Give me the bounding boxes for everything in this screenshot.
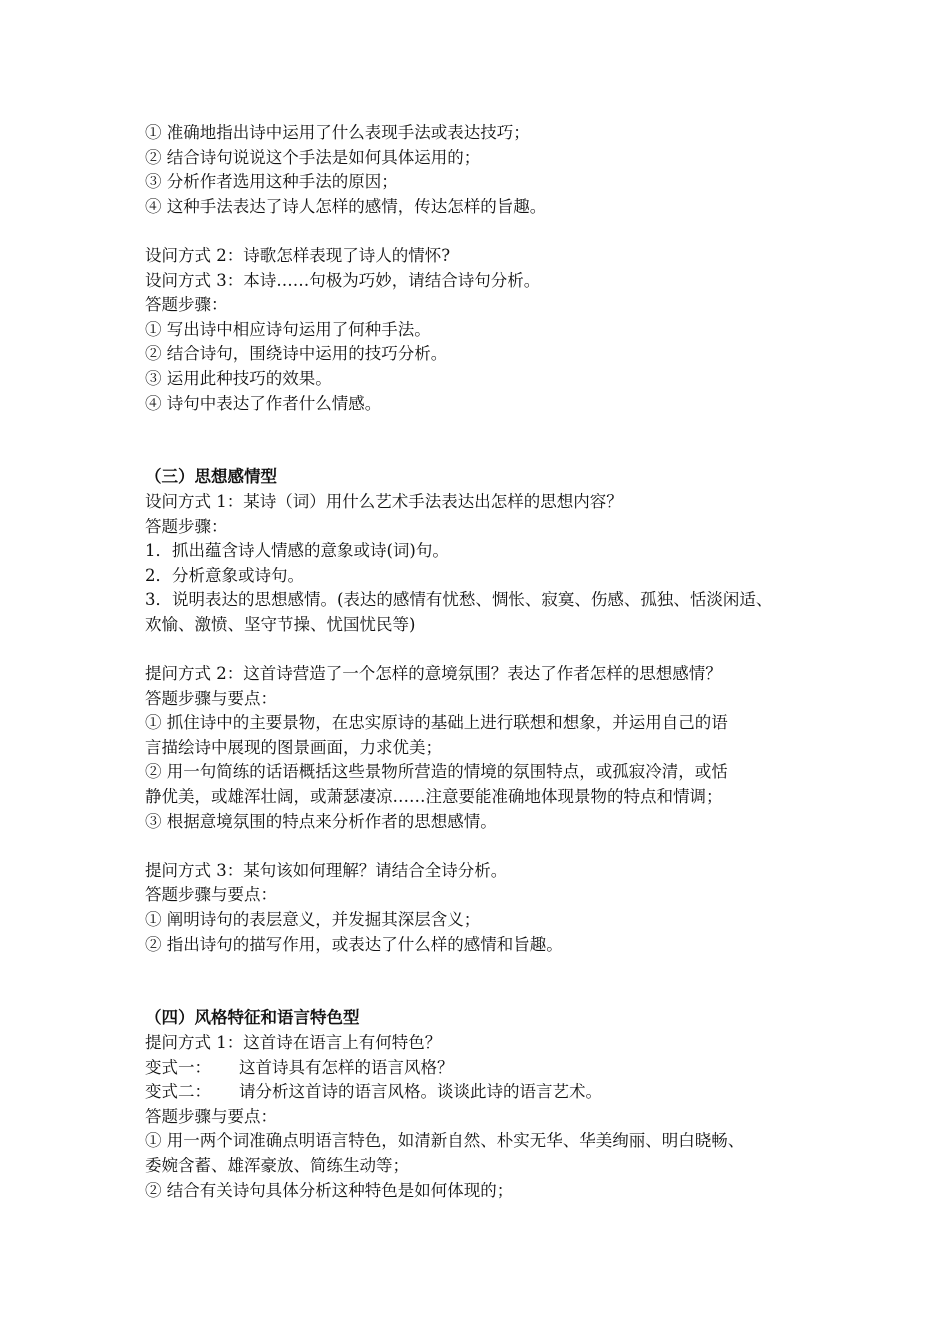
sec3-q2-step-2-cont: 静优美，或雄浑壮阔，或萧瑟凄凉……注意要能准确地体现景物的特点和情调； (145, 787, 723, 807)
sec3-heading: （三）思想感情型 (145, 467, 277, 487)
sec3-q1-step-2: 2．分析意象或诗句。 (145, 565, 304, 585)
document-page (145, 121, 835, 1203)
sec3-question-2: 提问方式 2：这首诗营造了一个怎样的意境氛围？表达了作者怎样的思想感情？ (145, 664, 722, 684)
sec4-step-1: ① 用一两个词准确点明语言特色，如清新自然、朴实无华、华美绚丽、明白晓畅、 (145, 1131, 745, 1151)
spacer (145, 637, 835, 662)
sec3-q2-step-2: ② 用一句简练的话语概括这些景物所营造的情境的氛围特点，或孤寂冷清，或恬 (145, 762, 728, 782)
sec3-question-3: 提问方式 3：某句该如何理解？请结合全诗分析。 (145, 860, 508, 880)
sec3-q3-step-2: ② 指出诗句的描写作用，或表达了什么样的感情和旨趣。 (145, 934, 563, 954)
sec4-step-2: ② 结合有关诗句具体分析这种特色是如何体现的； (145, 1180, 514, 1200)
sec4-variant-2-text: 请分析这首诗的语言风格。谈谈此诗的语言艺术。 (239, 1082, 602, 1102)
sec3-question-1: 设问方式 1：某诗（词）用什么艺术手法表达出怎样的思想内容？ (145, 491, 623, 511)
sec3-q3-steps-label: 答题步骤与要点： (145, 885, 277, 905)
sec3-q3-step-1: ① 阐明诗句的表层意义，并发掘其深层含义； (145, 910, 481, 929)
sec2-question-3: 设问方式 3：本诗……句极为巧妙，请结合诗句分析。 (145, 270, 541, 290)
sec4-steps-label: 答题步骤与要点： (145, 1106, 277, 1126)
sec2-question-2: 设问方式 2：诗歌怎样表现了诗人的情怀? (145, 245, 451, 265)
sec2-q3-step-2: ② 结合诗句，围绕诗中运用的技巧分析。 (145, 344, 448, 364)
sec2-step-3: ③ 分析作者选用这种手法的原因； (145, 172, 398, 192)
sec3-q1-step-3: 3．说明表达的思想感情。(表达的感情有忧愁、惆怅、寂寞、伤感、孤独、恬淡闲适、 (145, 590, 773, 610)
spacer (145, 834, 835, 859)
sec4-variant-2-label: 变式二： (145, 1082, 211, 1102)
sec3-q1-step-1: 1．抓出蕴含诗人情感的意象或诗(词)句。 (145, 541, 449, 561)
sec4-variant-2 (145, 1080, 835, 1105)
sec2-q3-steps-label: 答题步骤： (145, 295, 228, 315)
sec4-variant-1-text: 这首诗具有怎样的语言风格？ (239, 1057, 454, 1077)
sec2-q3-step-3: ③ 运用此种技巧的效果。 (145, 368, 332, 388)
sec3-q2-step-1-cont: 言描绘诗中展现的图景画面，力求优美； (145, 737, 442, 757)
sec2-step-2: ② 结合诗句说说这个手法是如何具体运用的； (145, 147, 481, 167)
sec3-q2-step-3: ③ 根据意境氛围的特点来分析作者的思想感情。 (145, 811, 497, 831)
sec3-q2-step-1: ① 抓住诗中的主要景物，在忠实原诗的基础上进行联想和想象，并运用自己的语 (145, 713, 728, 733)
sec4-variant-1-label: 变式一： (145, 1057, 211, 1077)
sec2-q3-step-4: ④ 诗句中表达了作者什么情感。 (145, 393, 382, 413)
sec3-q1-step-3-cont: 欢愉、激愤、坚守节操、忧国忧民等) (145, 614, 416, 634)
sec4-step-1-cont: 委婉含蓄、雄浑豪放、简练生动等； (145, 1155, 409, 1175)
sec3-q2-steps-label: 答题步骤与要点： (145, 688, 277, 708)
spacer (145, 416, 835, 465)
spacer (145, 219, 835, 244)
spacer (145, 957, 835, 1006)
sec2-step-4: ④ 这种手法表达了诗人怎样的感情，传达怎样的旨趣。 (145, 196, 547, 216)
sec2-q3-step-1: ① 写出诗中相应诗句运用了何种手法。 (145, 319, 431, 339)
sec4-heading: （四）风格特征和语言特色型 (145, 1008, 360, 1028)
sec3-q1-steps-label: 答题步骤： (145, 516, 228, 536)
sec4-variant-1 (145, 1056, 835, 1081)
sec2-step-1: ① 准确地指出诗中运用了什么表现手法或表达技巧； (145, 123, 530, 142)
sec4-question-1: 提问方式 1：这首诗在语言上有何特色？ (145, 1032, 442, 1052)
